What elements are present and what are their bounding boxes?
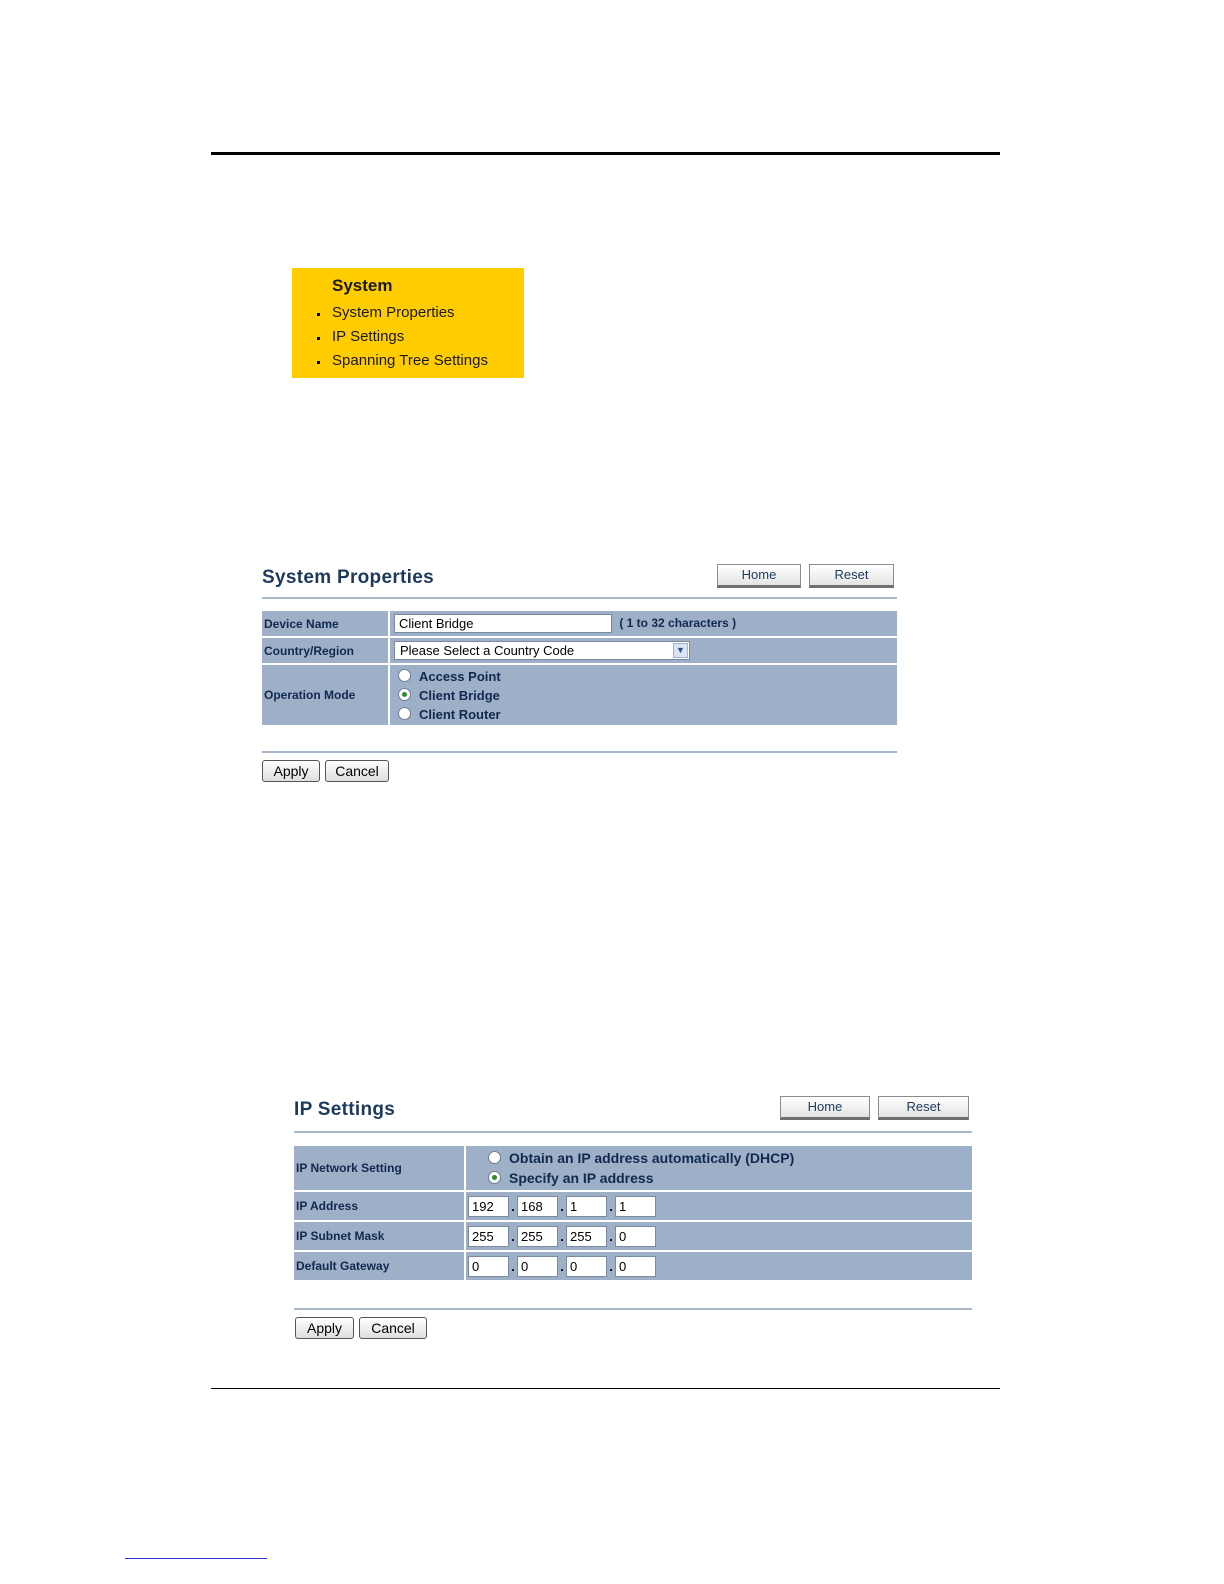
form-separator: [262, 751, 897, 753]
gateway-octet-2[interactable]: [517, 1256, 558, 1277]
ip-dot: .: [609, 1198, 613, 1214]
apply-button[interactable]: Apply: [262, 760, 320, 782]
gateway-octet-1[interactable]: [468, 1256, 509, 1277]
ip-dot: .: [511, 1228, 515, 1244]
operation-mode-row: [262, 665, 897, 725]
radio-dhcp[interactable]: [488, 1148, 972, 1168]
menu-item-label: System Properties: [332, 304, 455, 321]
radio-static-ip[interactable]: [488, 1168, 972, 1188]
system-menu: [292, 268, 524, 378]
menu-item-label: Spanning Tree Settings: [332, 352, 488, 369]
chevron-down-icon[interactable]: ▼: [673, 643, 688, 658]
ip-dot: .: [560, 1258, 564, 1274]
ip-dot: .: [560, 1198, 564, 1214]
radio-client-bridge[interactable]: [398, 686, 897, 705]
radio-label: Client Bridge: [419, 687, 500, 703]
subnet-mask-cell: [466, 1222, 972, 1250]
device-name-cell: [390, 611, 897, 636]
home-button[interactable]: Home: [717, 564, 801, 588]
title-underline: [294, 1131, 972, 1133]
radio-button[interactable]: [488, 1151, 501, 1164]
ip-octet-4[interactable]: [615, 1196, 656, 1217]
page-footer-rule: [211, 1388, 1000, 1389]
footer-link-underline: [125, 1558, 267, 1559]
radio-label: Specify an IP address: [509, 1170, 654, 1186]
ip-address-cell: [466, 1192, 972, 1220]
reset-button[interactable]: Reset: [809, 564, 894, 588]
ip-dot: .: [609, 1258, 613, 1274]
reset-button[interactable]: Reset: [878, 1096, 969, 1120]
default-gateway-label: Default Gateway: [294, 1252, 466, 1280]
form-separator: [294, 1308, 972, 1310]
radio-button[interactable]: [398, 669, 411, 682]
ip-network-setting-cell: [466, 1146, 972, 1190]
bullet-icon: [317, 337, 320, 340]
device-name-input[interactable]: [394, 614, 612, 633]
radio-button-selected[interactable]: [488, 1171, 501, 1184]
cancel-button[interactable]: Cancel: [359, 1317, 427, 1339]
bullet-icon: [317, 361, 320, 364]
subnet-octet-2[interactable]: [517, 1226, 558, 1247]
gateway-octet-4[interactable]: [615, 1256, 656, 1277]
subnet-mask-label: IP Subnet Mask: [294, 1222, 466, 1250]
ip-dot: .: [609, 1228, 613, 1244]
radio-button[interactable]: [398, 707, 411, 720]
operation-mode-cell: [390, 665, 897, 725]
ip-dot: .: [511, 1258, 515, 1274]
gateway-octet-3[interactable]: [566, 1256, 607, 1277]
cancel-button[interactable]: Cancel: [325, 760, 389, 782]
ip-address-label: IP Address: [294, 1192, 466, 1220]
ip-dot: .: [560, 1228, 564, 1244]
subnet-mask-row: [294, 1222, 972, 1250]
ip-dot: .: [511, 1198, 515, 1214]
system-menu-title: System: [332, 276, 393, 295]
operation-mode-label: Operation Mode: [262, 665, 390, 725]
radio-label: Obtain an IP address automatically (DHCP): [509, 1150, 795, 1166]
radio-label: Access Point: [419, 668, 501, 684]
system-menu-list: [332, 301, 524, 373]
country-label: Country/Region: [262, 638, 390, 663]
menu-item-system-properties[interactable]: [332, 301, 524, 325]
subnet-octet-3[interactable]: [566, 1226, 607, 1247]
ip-settings-form: [294, 1144, 972, 1282]
menu-item-spanning-tree-settings[interactable]: [332, 349, 524, 373]
device-name-hint: ( 1 to 32 characters ): [619, 615, 737, 630]
ip-octet-3[interactable]: [566, 1196, 607, 1217]
home-button[interactable]: Home: [780, 1096, 870, 1120]
menu-item-label: IP Settings: [332, 328, 405, 345]
device-name-label: Device Name: [262, 611, 390, 636]
country-cell: [390, 638, 897, 663]
country-row: [262, 638, 897, 663]
device-name-row: [262, 611, 897, 636]
radio-client-router[interactable]: [398, 705, 897, 724]
subnet-octet-4[interactable]: [615, 1226, 656, 1247]
bullet-icon: [317, 313, 320, 316]
country-select[interactable]: [394, 641, 690, 660]
radio-button-selected[interactable]: [398, 688, 411, 701]
system-properties-form: [262, 609, 897, 727]
ip-octet-2[interactable]: [517, 1196, 558, 1217]
ip-address-row: [294, 1192, 972, 1220]
radio-label: Client Router: [419, 706, 501, 722]
page-header-rule: [211, 152, 1000, 155]
apply-button[interactable]: Apply: [295, 1317, 354, 1339]
menu-item-ip-settings[interactable]: [332, 325, 524, 349]
default-gateway-cell: [466, 1252, 972, 1280]
default-gateway-row: [294, 1252, 972, 1280]
ip-network-setting-row: [294, 1146, 972, 1190]
ip-octet-1[interactable]: [468, 1196, 509, 1217]
radio-access-point[interactable]: [398, 667, 897, 686]
subnet-octet-1[interactable]: [468, 1226, 509, 1247]
country-selected-value: Please Select a Country Code: [400, 643, 575, 658]
ip-network-setting-label: IP Network Setting: [294, 1146, 466, 1190]
title-underline: [262, 597, 897, 599]
ip-settings-title: IP Settings: [294, 1099, 396, 1120]
system-properties-title: System Properties: [262, 567, 434, 588]
